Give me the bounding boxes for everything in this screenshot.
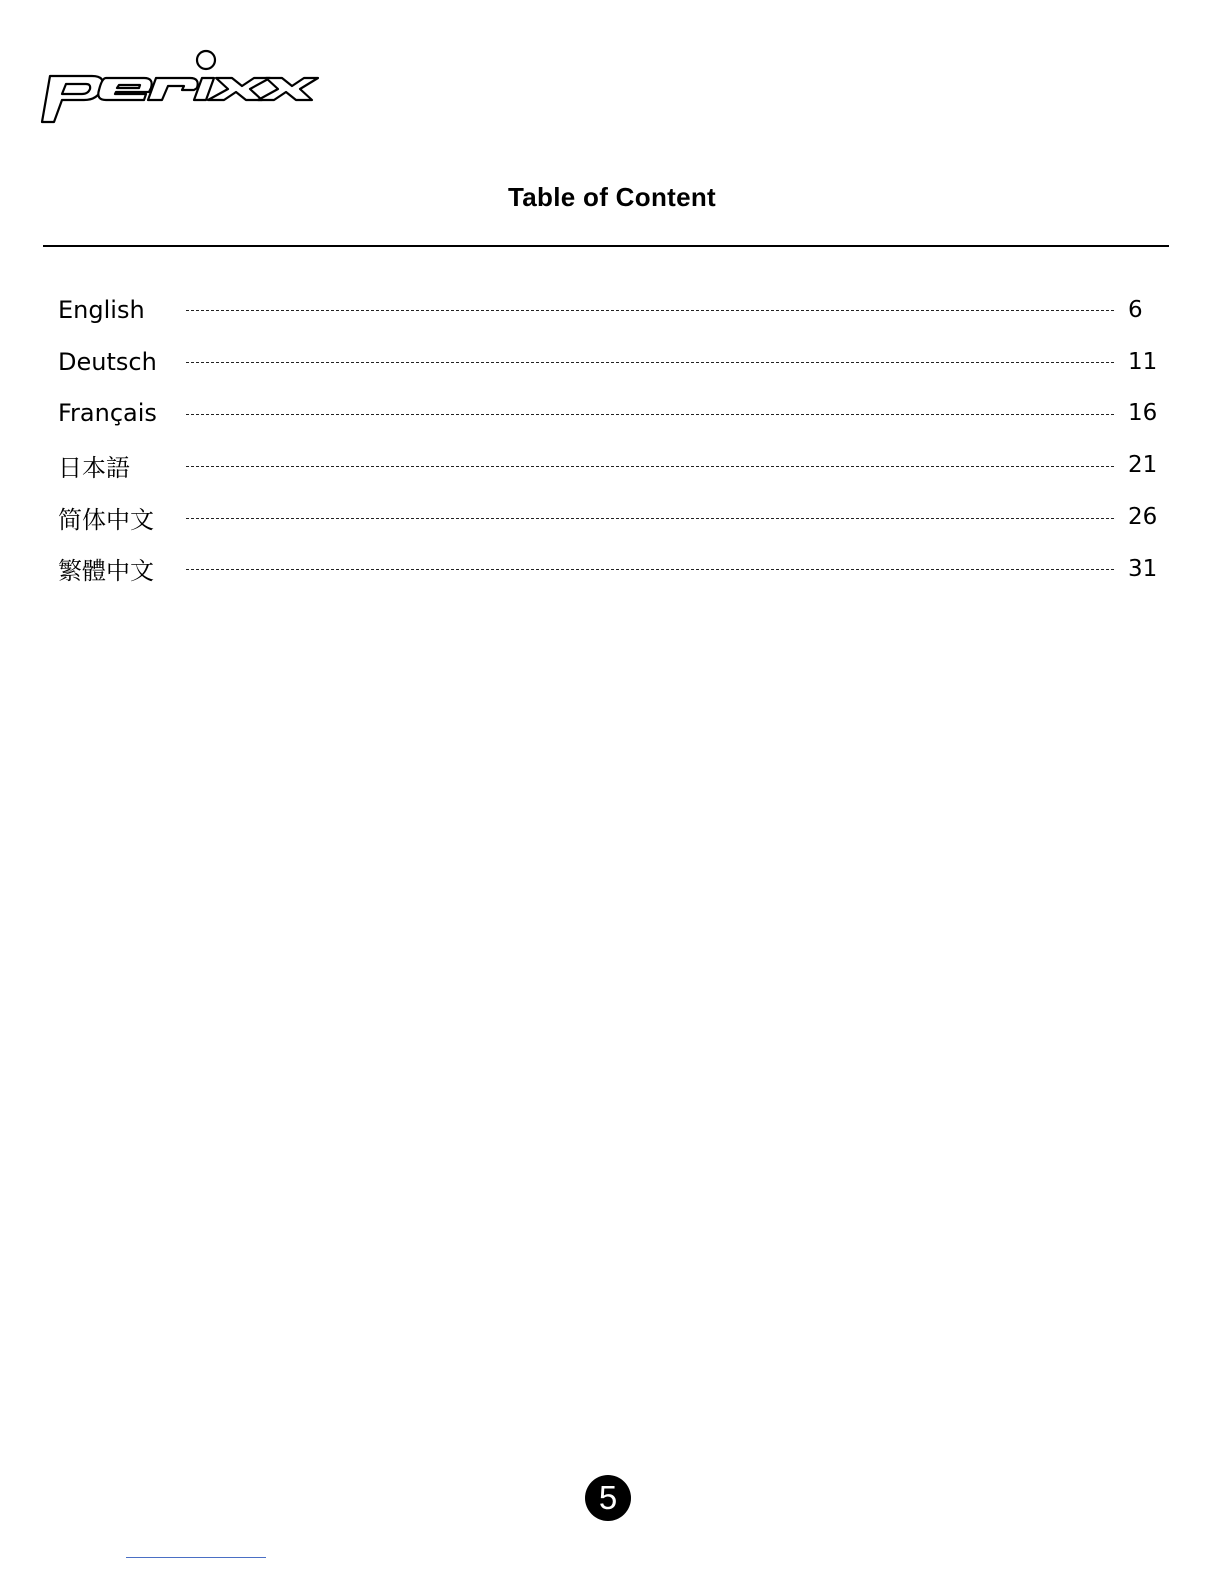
toc-entry-label: 简体中文: [58, 505, 154, 534]
toc-entry-page: 21: [1128, 452, 1158, 479]
toc-entry-english[interactable]: [58, 284, 1158, 336]
toc-entry-label: 繁體中文: [58, 557, 154, 586]
toc-leader-line: [186, 518, 1114, 519]
toc-entry-label: Deutsch: [58, 347, 157, 376]
toc-entry-page: 11: [1128, 348, 1158, 375]
document-title: Table of Content: [508, 182, 716, 212]
toc-entry-traditional-chinese[interactable]: [58, 543, 1158, 595]
title-divider: [43, 245, 1169, 247]
toc-entry-francais[interactable]: [58, 388, 1158, 440]
toc-entry-japanese[interactable]: [58, 439, 1158, 491]
toc-leader-line: [186, 310, 1114, 311]
toc-entry-label: 日本語: [58, 453, 130, 482]
perixx-logo: [40, 46, 320, 130]
toc-entry-simplified-chinese[interactable]: [58, 491, 1158, 543]
table-of-contents: [58, 284, 1158, 595]
footer-divider: [126, 1557, 266, 1558]
toc-leader-line: [186, 569, 1114, 570]
toc-entry-page: 16: [1128, 400, 1158, 427]
toc-entry-label: Français: [58, 399, 157, 428]
toc-leader-line: [186, 414, 1114, 415]
toc-leader-line: [186, 466, 1114, 467]
toc-entry-label: English: [58, 295, 145, 324]
toc-entry-page: 31: [1128, 555, 1158, 582]
toc-leader-line: [186, 362, 1114, 363]
toc-entry-page: 6: [1128, 296, 1143, 323]
toc-entry-page: 26: [1128, 504, 1158, 531]
page-number-badge: 5: [585, 1475, 631, 1521]
toc-entry-deutsch[interactable]: [58, 336, 1158, 388]
